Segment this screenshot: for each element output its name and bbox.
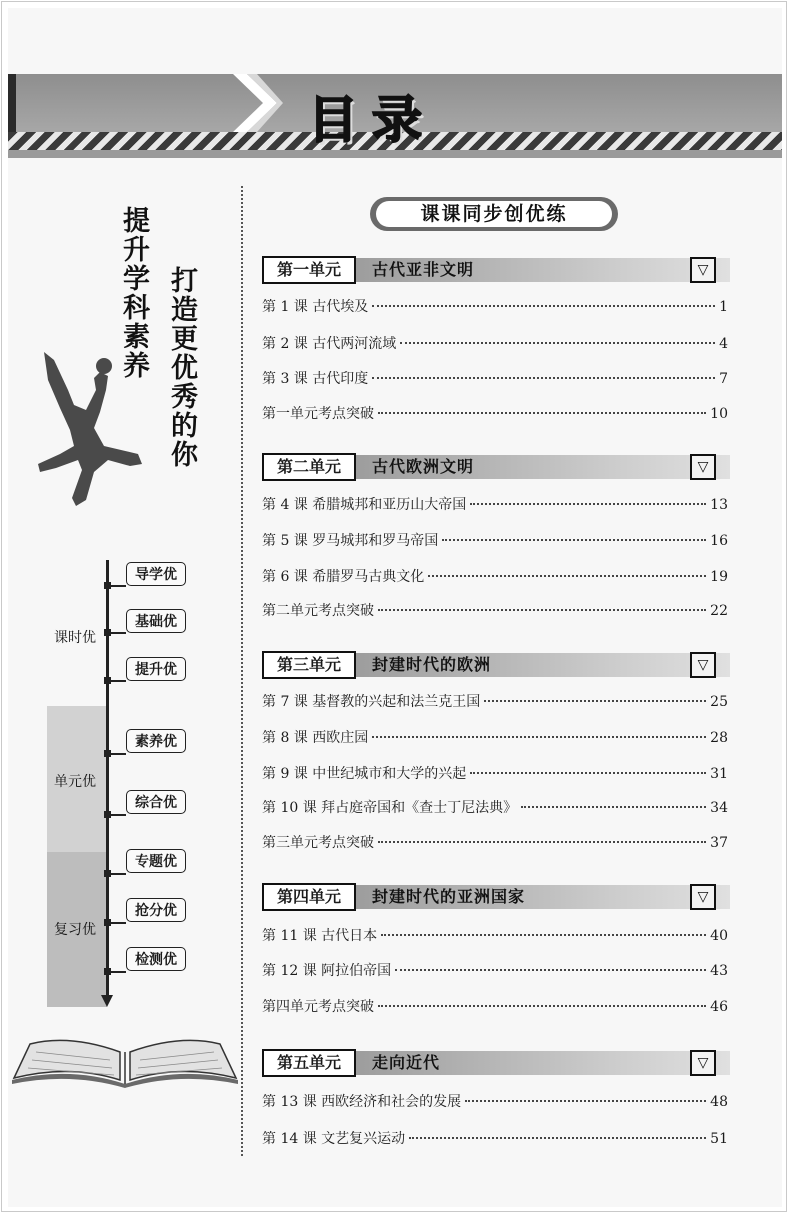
toc-lesson-label: 第 1 课 古代埃及 (262, 299, 369, 315)
section-title-text: 课课同步创优练 (376, 201, 612, 227)
toc-row[interactable] (262, 403, 728, 425)
flow-connector (109, 873, 126, 875)
toc-leader-dots (428, 575, 706, 577)
flow-group-review: 复习优 (54, 922, 96, 938)
unit-name: 古代亚非文明 (372, 260, 475, 279)
toc-lesson-label: 第 3 课 古代印度 (262, 371, 369, 387)
toc-lesson-label: 第 2 课 古代两河流域 (262, 336, 397, 352)
toc-leader-dots (372, 305, 715, 307)
toc-row[interactable] (262, 1128, 728, 1150)
toc-page-number: 22 (710, 603, 728, 619)
unit-number: 第一单元 (262, 256, 356, 284)
toc-lesson-label: 第 6 课 希腊罗马古典文化 (262, 569, 425, 585)
toc-lesson-label: 第 8 课 西欧庄园 (262, 730, 369, 746)
toc-leader-dots (409, 1137, 706, 1139)
toc-leader-dots (378, 609, 706, 611)
toc-row[interactable] (262, 566, 728, 588)
slogan-line-2: 打造更优秀的你 (166, 266, 197, 469)
flow-connector (109, 971, 126, 973)
toc-row[interactable] (262, 1091, 728, 1113)
unit-number: 第五单元 (262, 1049, 356, 1077)
toc-leader-dots (378, 841, 706, 843)
unit-number: 第三单元 (262, 651, 356, 679)
toc-leader-dots (442, 539, 706, 541)
flow-tag-daoxue: 导学优 (126, 562, 186, 586)
toc-page-number: 40 (710, 928, 728, 944)
jumping-person-icon (34, 350, 146, 510)
toc-page-number: 10 (710, 406, 728, 422)
toc-leader-dots (484, 700, 706, 702)
flow-connector (109, 632, 126, 634)
chevron-down-icon[interactable]: ▽ (690, 884, 716, 910)
toc-row[interactable] (262, 296, 728, 318)
toc-leader-dots (521, 806, 706, 808)
toc-row[interactable] (262, 832, 728, 854)
toc-row[interactable] (262, 530, 728, 552)
toc-row[interactable] (262, 763, 728, 785)
toc-row[interactable] (262, 727, 728, 749)
toc-leader-dots (378, 1005, 706, 1007)
slogan-line-1: 提升学科素养 (118, 206, 149, 380)
toc-lesson-label: 第一单元考点突破 (262, 406, 374, 422)
unit-header-3[interactable] (262, 651, 730, 679)
flow-connector (109, 922, 126, 924)
toc-lesson-label: 第 14 课 文艺复兴运动 (262, 1131, 406, 1147)
unit-header-2[interactable] (262, 453, 730, 481)
section-title (370, 197, 618, 231)
toc-leader-dots (470, 772, 706, 774)
unit-header-1[interactable] (262, 256, 730, 284)
unit-name: 古代欧洲文明 (372, 457, 475, 476)
toc-page-number: 51 (710, 1131, 728, 1147)
flow-connector (109, 585, 126, 587)
toc-page-number: 43 (710, 963, 728, 979)
flow-tag-jichu: 基础优 (126, 609, 186, 633)
toc-page-number: 13 (710, 497, 728, 513)
unit-name: 封建时代的亚洲国家 (372, 887, 526, 906)
toc-leader-dots (381, 934, 706, 936)
toc-page-number: 16 (710, 533, 728, 549)
chevron-down-icon[interactable]: ▽ (690, 1050, 716, 1076)
unit-name: 封建时代的欧洲 (372, 655, 492, 674)
toc-lesson-label: 第 11 课 古代日本 (262, 928, 378, 944)
toc-page-number: 46 (710, 999, 728, 1015)
toc-lesson-label: 第二单元考点突破 (262, 603, 374, 619)
toc-lesson-label: 第 13 课 西欧经济和社会的发展 (262, 1094, 462, 1110)
flow-connector (109, 753, 126, 755)
toc-page-number: 7 (719, 371, 728, 387)
toc-page-number: 37 (710, 835, 728, 851)
toc-row[interactable] (262, 494, 728, 516)
toc-row[interactable] (262, 368, 728, 390)
toc-lesson-label: 第 5 课 罗马城邦和罗马帝国 (262, 533, 439, 549)
toc-lesson-label: 第 4 课 希腊城邦和亚历山大帝国 (262, 497, 467, 513)
toc-page-number: 31 (710, 766, 728, 782)
toc-leader-dots (395, 969, 706, 971)
toc-lesson-label: 第 9 课 中世纪城市和大学的兴起 (262, 766, 467, 782)
flow-tag-jiance: 检测优 (126, 947, 186, 971)
toc-page-number: 34 (710, 800, 728, 816)
flow-connector (109, 814, 126, 816)
unit-number: 第四单元 (262, 883, 356, 911)
toc-row[interactable] (262, 996, 728, 1018)
toc-row[interactable] (262, 925, 728, 947)
flow-tag-tisheng: 提升优 (126, 657, 186, 681)
unit-number: 第二单元 (262, 453, 356, 481)
chevron-down-icon[interactable]: ▽ (690, 652, 716, 678)
chevron-down-icon[interactable]: ▽ (690, 257, 716, 283)
toc-page-number: 48 (710, 1094, 728, 1110)
flow-group-lesson: 课时优 (54, 630, 96, 646)
toc-lesson-label: 第 7 课 基督教的兴起和法兰克王国 (262, 694, 481, 710)
chevron-down-icon[interactable]: ▽ (690, 454, 716, 480)
unit-name: 走向近代 (372, 1053, 441, 1072)
toc-lesson-label: 第三单元考点突破 (262, 835, 374, 851)
toc-leader-dots (372, 377, 715, 379)
flow-tag-suyang: 素养优 (126, 729, 186, 753)
flow-tag-zonghe: 综合优 (126, 790, 186, 814)
toc-page-number: 28 (710, 730, 728, 746)
toc-lesson-label: 第 12 课 阿拉伯帝国 (262, 963, 392, 979)
column-divider (241, 186, 243, 1156)
toc-leader-dots (470, 503, 706, 505)
unit-header-4[interactable] (262, 883, 730, 911)
toc-row[interactable] (262, 333, 728, 355)
flow-arrow-down-icon (101, 995, 113, 1007)
open-book-icon (10, 1030, 240, 1088)
toc-leader-dots (465, 1100, 706, 1102)
page-title: 目录 (308, 91, 436, 149)
toc-page-number: 25 (710, 694, 728, 710)
title-banner (8, 74, 782, 158)
toc-lesson-label: 第 10 课 拜占庭帝国和《查士丁尼法典》 (262, 800, 518, 816)
toc-page-number: 19 (710, 569, 728, 585)
toc-leader-dots (372, 736, 706, 738)
flow-group-unit: 单元优 (54, 774, 96, 790)
toc-leader-dots (400, 342, 715, 344)
flow-connector (109, 680, 126, 682)
toc-page-number: 4 (719, 336, 728, 352)
toc-row[interactable] (262, 797, 728, 819)
unit-header-5[interactable] (262, 1049, 730, 1077)
toc-leader-dots (378, 412, 706, 414)
flow-timeline (106, 560, 109, 1000)
flow-tag-qiangfen: 抢分优 (126, 898, 186, 922)
flow-tag-zhuanti: 专题优 (126, 849, 186, 873)
toc-page-number: 1 (719, 299, 728, 315)
toc-row[interactable] (262, 691, 728, 713)
toc-lesson-label: 第四单元考点突破 (262, 999, 374, 1015)
toc-row[interactable] (262, 600, 728, 622)
banner-chevron-icon (233, 74, 283, 132)
toc-row[interactable] (262, 960, 728, 982)
